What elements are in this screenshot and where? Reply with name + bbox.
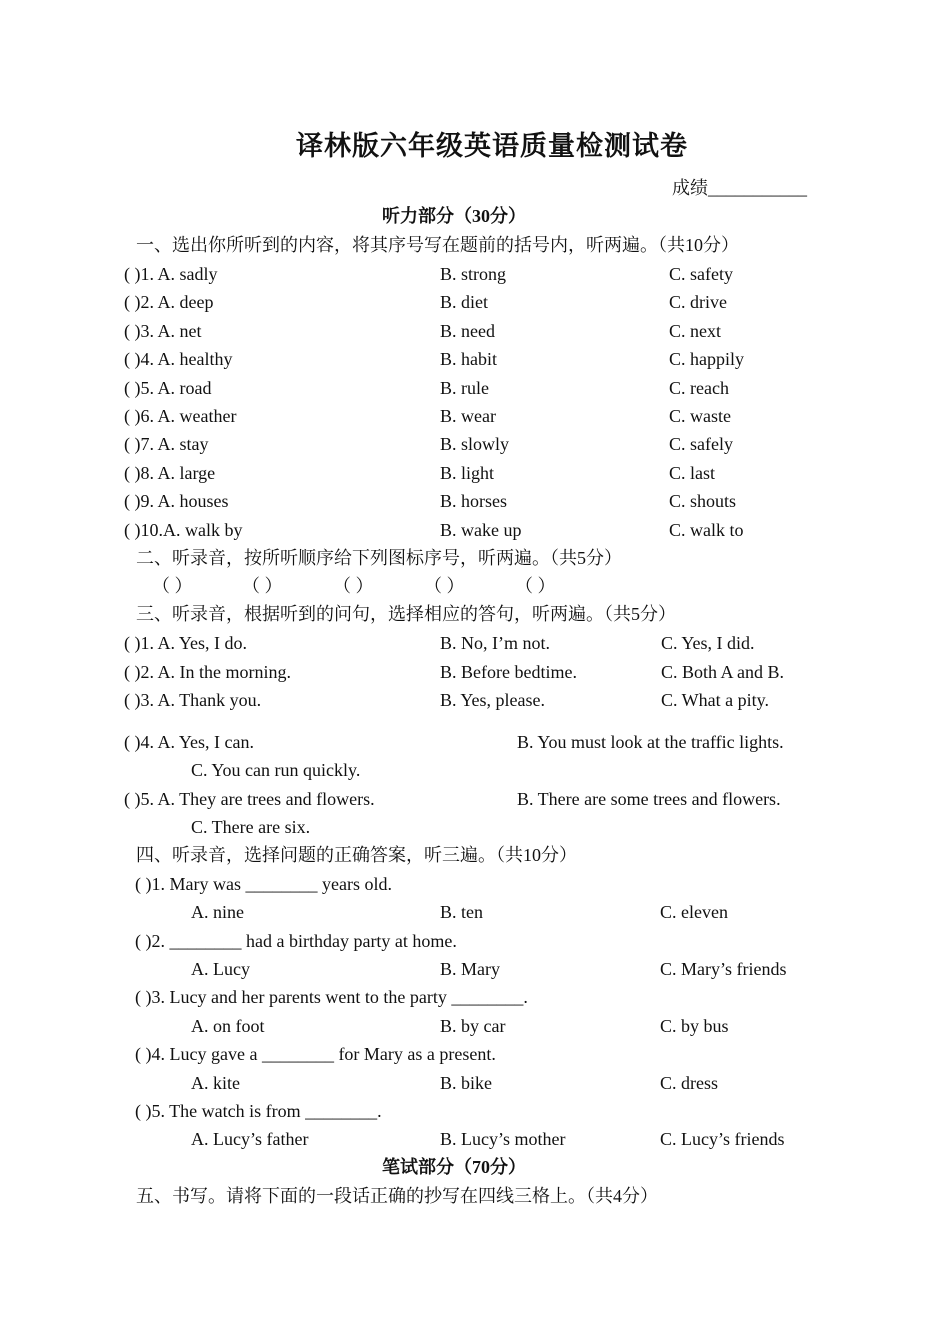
option-c: C. eleven [660, 902, 728, 923]
picture-blank[interactable]: （ ） [242, 576, 283, 596]
option-b: B. rule [440, 377, 489, 398]
question-stem: ( )3. A. net [124, 320, 202, 341]
question-stem: ( )5. The watch is from ________. [135, 1100, 382, 1121]
option-c: C. shouts [669, 491, 737, 512]
option-b: B. Yes, please. [440, 690, 546, 710]
option-b: B. No, I’m not. [440, 633, 550, 653]
question-stem: ( )10.A. walk by [124, 519, 243, 540]
option-c: C. drive [669, 292, 727, 313]
option-c: C. happily [669, 349, 744, 370]
section-5-heading: 五、书写。请将下面的一段话正确的抄写在四线三格上。（共4分） [136, 1186, 658, 1206]
picture-blank[interactable]: （ ） [152, 576, 193, 596]
option-c: C. Both A and B. [661, 661, 785, 682]
question-stem: ( )5. A. They are trees and flowers. [124, 789, 375, 809]
question-stem: ( )1. A. sadly [124, 264, 218, 284]
question-stem: ( )9. A. houses [124, 491, 229, 512]
written-section-header: 笔试部分（70分） [382, 1157, 526, 1177]
option-c: C. waste [669, 406, 731, 426]
question-stem: ( )3. Lucy and her parents went to the party ________. [135, 987, 528, 1008]
question-stem: ( )3. A. Thank you. [124, 690, 262, 710]
option-b: B. ten [440, 902, 483, 923]
section-2-heading: 二、听录音，按所听顺序给下列图标序号，听两遍。（共5分） [136, 548, 622, 568]
option-c: C. What a pity. [661, 690, 769, 710]
option-a: A. Lucy [191, 959, 250, 980]
option-b: B. horses [440, 491, 507, 512]
question-stem: ( )4. A. healthy [124, 349, 233, 370]
picture-blank[interactable]: （ ） [515, 576, 556, 596]
section-1-heading: 一、选出你所听到的内容，将其序号写在题前的括号内，听两遍。（共10分） [136, 235, 739, 255]
question-stem: ( )2. A. deep [124, 292, 214, 313]
option-c: C. You can run quickly. [191, 760, 361, 780]
option-b: B. habit [440, 349, 497, 370]
question-stem: ( )2. A. In the morning. [124, 661, 291, 682]
question-stem: ( )7. A. stay [124, 434, 209, 455]
option-c: C. by bus [660, 1015, 729, 1036]
option-b: B. by car [440, 1015, 506, 1036]
question-stem: ( )5. A. road [124, 377, 212, 398]
section-3-heading: 三、听录音，根据听到的问句，选择相应的答句，听两遍。（共5分） [136, 604, 676, 624]
section-4-heading: 四、听录音，选择问题的正确答案，听三遍。（共10分） [136, 845, 577, 865]
option-c: C. There are six. [191, 817, 311, 837]
option-c: C. safety [669, 264, 733, 284]
listening-section-header: 听力部分（30分） [382, 206, 526, 226]
option-a: A. nine [191, 902, 244, 923]
option-b: B. strong [440, 264, 507, 284]
option-a: A. on foot [191, 1015, 265, 1036]
option-c: C. reach [669, 377, 729, 398]
option-b: B. You must look at the traffic lights. [517, 732, 784, 752]
option-c: C. last [669, 462, 716, 483]
question-stem: ( )1. Mary was ________ years old. [135, 874, 392, 894]
option-c: C. walk to [669, 519, 744, 540]
option-b: B. Mary [440, 959, 500, 980]
option-b: B. wear [440, 406, 496, 426]
question-stem: ( )6. A. weather [124, 406, 237, 426]
score-field: 成绩___________ [672, 178, 807, 198]
question-stem: ( )8. A. large [124, 462, 216, 483]
page-title: 译林版六年级英语质量检测试卷 [296, 131, 688, 161]
question-stem: ( )1. A. Yes, I do. [124, 633, 248, 653]
question-stem: ( )2. ________ had a birthday party at home. [135, 930, 457, 951]
option-b: B. light [440, 462, 495, 483]
option-b: B. wake up [440, 519, 522, 540]
option-c: C. dress [660, 1072, 718, 1093]
option-c: C. Mary’s friends [660, 959, 787, 980]
option-a: A. kite [191, 1072, 240, 1093]
option-b: B. Lucy’s mother [440, 1129, 566, 1150]
option-b: B. Before bedtime. [440, 661, 577, 682]
option-b: B. diet [440, 292, 488, 313]
question-stem: ( )4. A. Yes, I can. [124, 732, 254, 752]
option-b: B. bike [440, 1072, 492, 1093]
option-c: C. next [669, 320, 721, 341]
picture-blank[interactable]: （ ） [424, 576, 465, 596]
option-b: B. need [440, 320, 495, 341]
option-c: C. Lucy’s friends [660, 1129, 785, 1150]
option-c: C. Yes, I did. [661, 633, 755, 653]
picture-blank[interactable]: （ ） [333, 576, 374, 596]
option-c: C. safely [669, 434, 733, 455]
option-b: B. slowly [440, 434, 510, 455]
option-b: B. There are some trees and flowers. [517, 789, 781, 809]
option-a: A. Lucy’s father [191, 1129, 309, 1150]
question-stem: ( )4. Lucy gave a ________ for Mary as a present. [135, 1044, 496, 1065]
